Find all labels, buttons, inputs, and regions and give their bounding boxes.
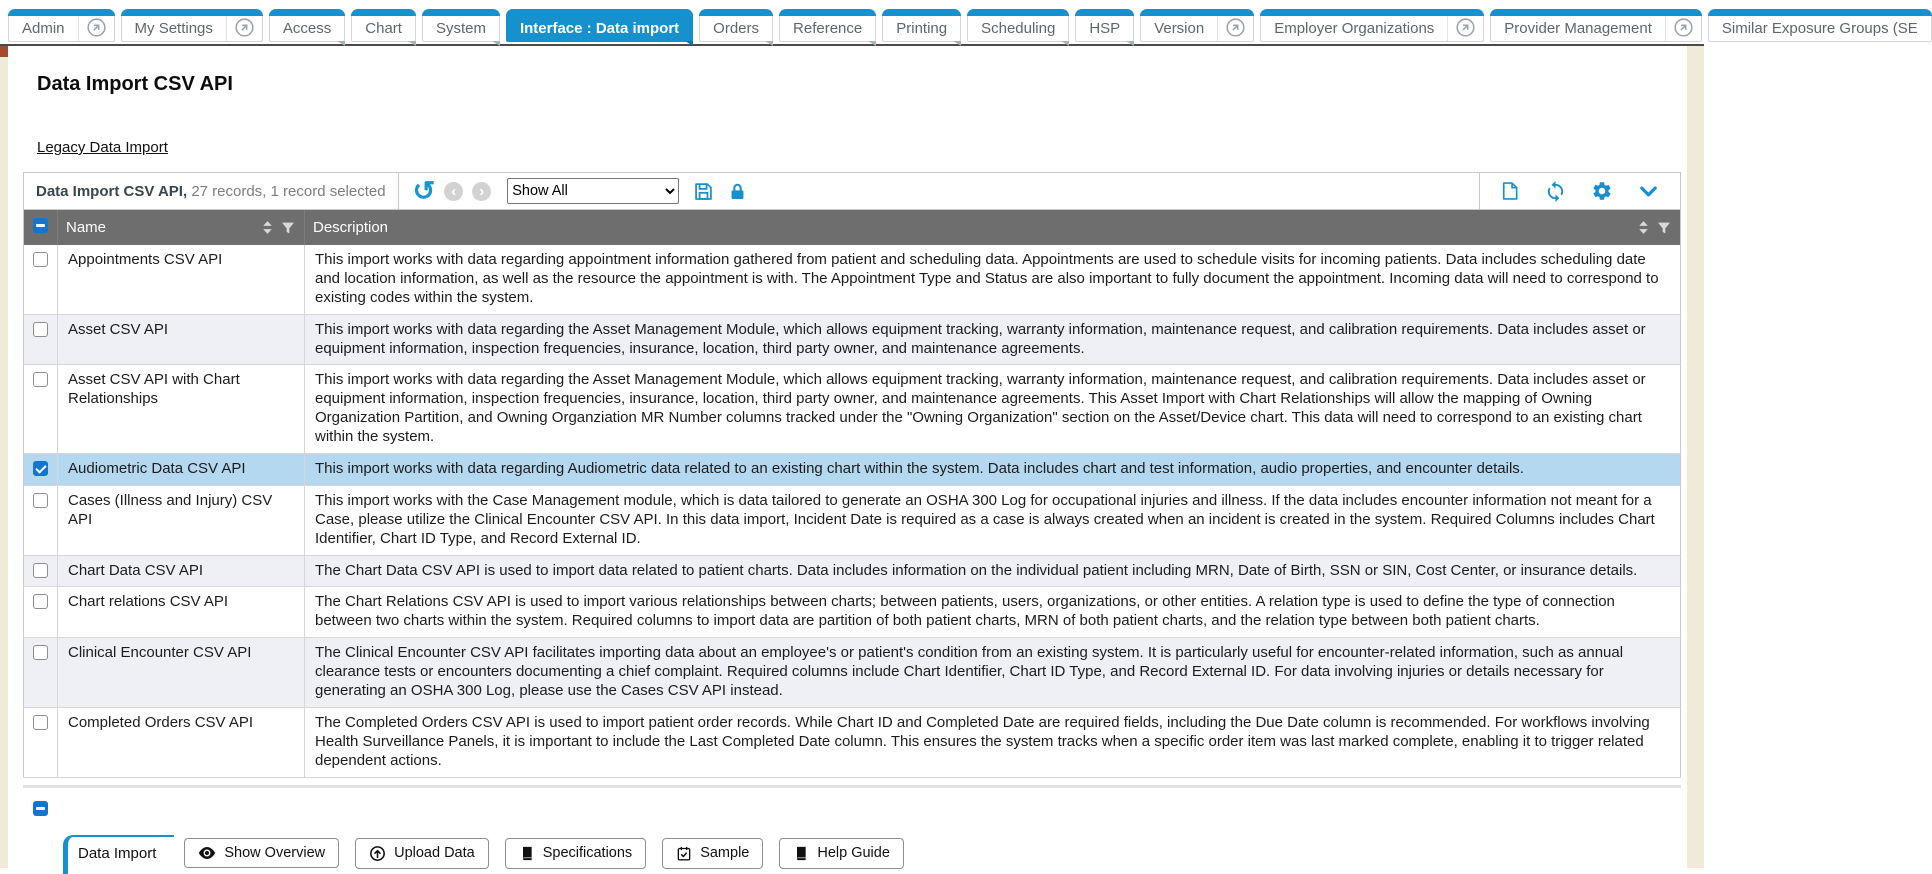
tab-version[interactable] (1140, 9, 1254, 42)
row-name: Audiometric Data CSV API (58, 454, 305, 486)
tab-label: My Settings (134, 20, 213, 37)
help-guide-button[interactable] (779, 838, 904, 869)
prev-circle-icon[interactable]: ‹ (444, 182, 463, 201)
table-row[interactable] (24, 365, 1681, 454)
open-in-new-icon[interactable] (1447, 14, 1483, 41)
toolbar-divider (398, 173, 399, 209)
row-name: Chart Data CSV API (58, 555, 305, 587)
left-edge-strip (0, 46, 8, 868)
right-edge-strip (1687, 46, 1704, 868)
top-tab-bar (0, 0, 1918, 46)
row-description: This import works with data regarding Audiometric data related to an existing chart within the system. Data includes chart and test information, audio properties, and encounter details. (305, 454, 1681, 486)
table-header-row (24, 210, 1681, 245)
table-row[interactable] (24, 587, 1681, 638)
row-description: This import works with data regarding appointment information gathered from patient and scheduling data. Appointments are used to schedule visits for incoming patients. Data includes scheduling date and location information, as well as the resource the appointment is with. The Appointment Type and Status are also important to fully document the appointment. Incoming data will need to correspond to existing codes within the system. (305, 245, 1681, 314)
row-checkbox[interactable] (33, 252, 48, 267)
show-all-select[interactable] (507, 178, 679, 204)
main-content (8, 46, 1687, 868)
settings-gear-icon[interactable] (1591, 180, 1613, 202)
tab-label: Interface : Data import (519, 20, 680, 37)
tab-label: Similar Exposure Groups (SE (1721, 20, 1918, 37)
row-name: Asset CSV API (58, 314, 305, 365)
row-description: This import works with the Case Management module, which is data tailored to generate an OSHA 300 Log for occupational injuries and illness. If the data includes encounter information not meant for a Case, please utilize the Clinical Encounter CSV API. In this data import, Incident Date is required as a case is always created when an incident is created in the system. Required Columns includes Chart Identifier, Chart ID Type, and Record External ID. (305, 485, 1681, 555)
table-row[interactable] (24, 245, 1681, 314)
collapse-panel-icon[interactable] (33, 801, 48, 816)
table-row[interactable] (24, 555, 1681, 587)
filter-icon[interactable] (1656, 220, 1672, 236)
tab-orders[interactable] (699, 9, 773, 42)
open-in-new-icon[interactable] (78, 14, 114, 41)
book-icon (519, 845, 535, 862)
tab-label: System (435, 20, 486, 37)
tab-reference[interactable] (779, 9, 876, 42)
lock-icon[interactable] (728, 181, 747, 202)
table-row[interactable] (24, 707, 1681, 777)
table-row[interactable] (24, 638, 1681, 708)
row-description: The Chart Data CSV API is used to import data related to patient charts. Data includes information on the individual patient including MRN, Date of Birth, SSN or SIN, Cost Center, or insurance details. (305, 555, 1681, 587)
toolbar-right-icons (1479, 173, 1680, 209)
tab-admin[interactable] (8, 9, 115, 42)
row-description: The Clinical Encounter CSV API facilitates importing data about an employee's or patient's condition from an existing system. It is particularly useful for encounter-related information, such as annual clearance tests or encounters documenting a chief complaint. Required columns include Chart Identifier, Chart ID Type, and Record External ID. For data involving injuries or details necessary for generating an OSHA 300 Log, please use the Cases CSV API instead. (305, 638, 1681, 708)
tab-label: Reference (793, 20, 863, 37)
tab-provider-management[interactable] (1490, 9, 1702, 42)
tab-data-import-label: Data Import (78, 844, 157, 862)
tab-similar-exposure-groups-se[interactable] (1708, 9, 1932, 42)
tab-hsp[interactable] (1075, 9, 1134, 42)
undo-icon[interactable]: ↺ (412, 176, 436, 206)
sort-icon[interactable] (261, 220, 274, 235)
tab-label: Version (1154, 20, 1205, 37)
tab-label: Scheduling (981, 20, 1056, 37)
specifications-button[interactable] (505, 838, 646, 869)
row-description: The Chart Relations CSV API is used to import various relationships between charts; between patients, users, organizations, or other entities. A relation type is used to define the type of connection between two charts within the system. Required columns to import data are partition of both patient charts, MRN of both patient charts, and the relation type between both patient charts. (305, 587, 1681, 638)
tab-access[interactable] (269, 9, 345, 42)
tab-chart[interactable] (351, 9, 416, 42)
data-import-table (23, 210, 1681, 778)
next-circle-icon[interactable]: › (472, 182, 491, 201)
corner-marker (0, 46, 8, 57)
tab-printing[interactable] (882, 9, 961, 42)
upload-data-button[interactable] (355, 838, 489, 869)
open-in-new-icon[interactable] (226, 14, 262, 41)
legacy-data-import-link[interactable]: Legacy Data Import (37, 139, 168, 156)
filter-icon[interactable] (280, 220, 296, 236)
row-checkbox[interactable] (33, 715, 48, 730)
sort-icon[interactable] (1637, 220, 1650, 235)
row-checkbox[interactable] (33, 645, 48, 660)
grid-toolbar (23, 172, 1681, 210)
tab-interface-data-import[interactable] (506, 9, 693, 42)
data-grid (23, 172, 1681, 874)
row-name: Completed Orders CSV API (58, 707, 305, 777)
collapse-chevron-icon[interactable] (1637, 180, 1660, 203)
row-checkbox[interactable] (33, 563, 48, 578)
tab-label: Employer Organizations (1274, 20, 1435, 37)
book-icon (793, 845, 809, 862)
tab-label: Chart (365, 20, 402, 37)
refresh-icon[interactable] (1544, 180, 1567, 203)
row-name: Clinical Encounter CSV API (58, 638, 305, 708)
new-document-icon[interactable] (1500, 180, 1520, 202)
show-overview-button[interactable] (184, 838, 339, 868)
tab-scheduling[interactable] (967, 9, 1069, 42)
sample-button[interactable] (662, 838, 763, 869)
button-label: Help Guide (817, 845, 890, 862)
grid-title-text: Data Import CSV API, (36, 182, 188, 200)
table-row[interactable] (24, 314, 1681, 365)
button-label: Specifications (542, 845, 633, 862)
row-checkbox[interactable] (33, 594, 48, 609)
row-checkbox[interactable] (33, 372, 48, 387)
save-icon[interactable] (693, 181, 714, 202)
select-all-checkbox[interactable] (33, 218, 48, 233)
tab-label: HSP (1089, 20, 1121, 37)
tab-system[interactable] (422, 9, 500, 42)
detail-buttons (184, 838, 904, 869)
table-row[interactable] (24, 454, 1681, 486)
eye-icon (198, 846, 216, 860)
row-description: This import works with data regarding the Asset Management Module, which allows equipment tracking, warranty information, maintenance request, and calibration requirements. Data includes asset or equipment information, inspection frequencies, insurance, location, third party owner, and maintenance agreements. This Asset Import with Chart Relationships will allow the mapping of Owning Organization Partition, and Owning Organziation MR Number columns tracked under the "Owning Organization" section on the Asset/Device chart. This data will need to correspond to an existing chart within the system. (305, 365, 1681, 454)
row-name: Cases (Illness and Injury) CSV API (58, 485, 305, 555)
tab-label: Access (282, 20, 332, 37)
open-in-new-icon[interactable] (1217, 14, 1253, 41)
row-name: Asset CSV API with Chart Relationships (58, 365, 305, 454)
records-info: 27 records, 1 record selected (191, 182, 386, 200)
row-checkbox[interactable] (33, 493, 48, 508)
row-name: Appointments CSV API (58, 245, 305, 314)
row-checkbox[interactable] (33, 322, 48, 337)
page-title: Data Import CSV API (37, 73, 233, 95)
tab-data-import[interactable] (63, 835, 174, 874)
grid-title (24, 183, 398, 200)
detail-actions-row (63, 835, 1681, 874)
tab-my-settings[interactable] (121, 9, 263, 42)
button-label: Show Overview (224, 845, 326, 862)
detail-panel (23, 785, 1681, 874)
tab-label: Admin (22, 20, 65, 37)
button-label: Sample (700, 845, 750, 862)
open-in-new-icon[interactable] (1665, 14, 1701, 41)
tab-label: Orders (713, 20, 760, 37)
upload-icon (369, 845, 386, 862)
tab-label: Printing (896, 20, 948, 37)
table-row[interactable] (24, 485, 1681, 555)
calendar-check-icon (676, 845, 692, 862)
row-name: Chart relations CSV API (58, 587, 305, 638)
tab-label: Provider Management (1504, 20, 1652, 37)
row-description: This import works with data regarding the Asset Management Module, which allows equipment tracking, warranty information, maintenance request, and calibration requirements. Data includes asset or equipment information, inspection frequencies, insurance, location, third party owner, and maintenance agreements. (305, 314, 1681, 365)
tab-employer-organizations[interactable] (1260, 9, 1484, 42)
column-header-description[interactable]: Description (313, 219, 389, 236)
column-header-name[interactable]: Name (66, 219, 107, 236)
button-label: Upload Data (394, 845, 475, 862)
row-description: The Completed Orders CSV API is used to import patient order records. While Chart ID and Completed Date are required fields, including the Due Date column is recommended. For workflows involving Health Surveillance Panels, it is important to include the Last Completed Date column. This ensures the system tracks when a specific order item was last marked complete, enabling it to trigger related dependent actions. (305, 707, 1681, 777)
row-checkbox[interactable] (33, 461, 48, 476)
